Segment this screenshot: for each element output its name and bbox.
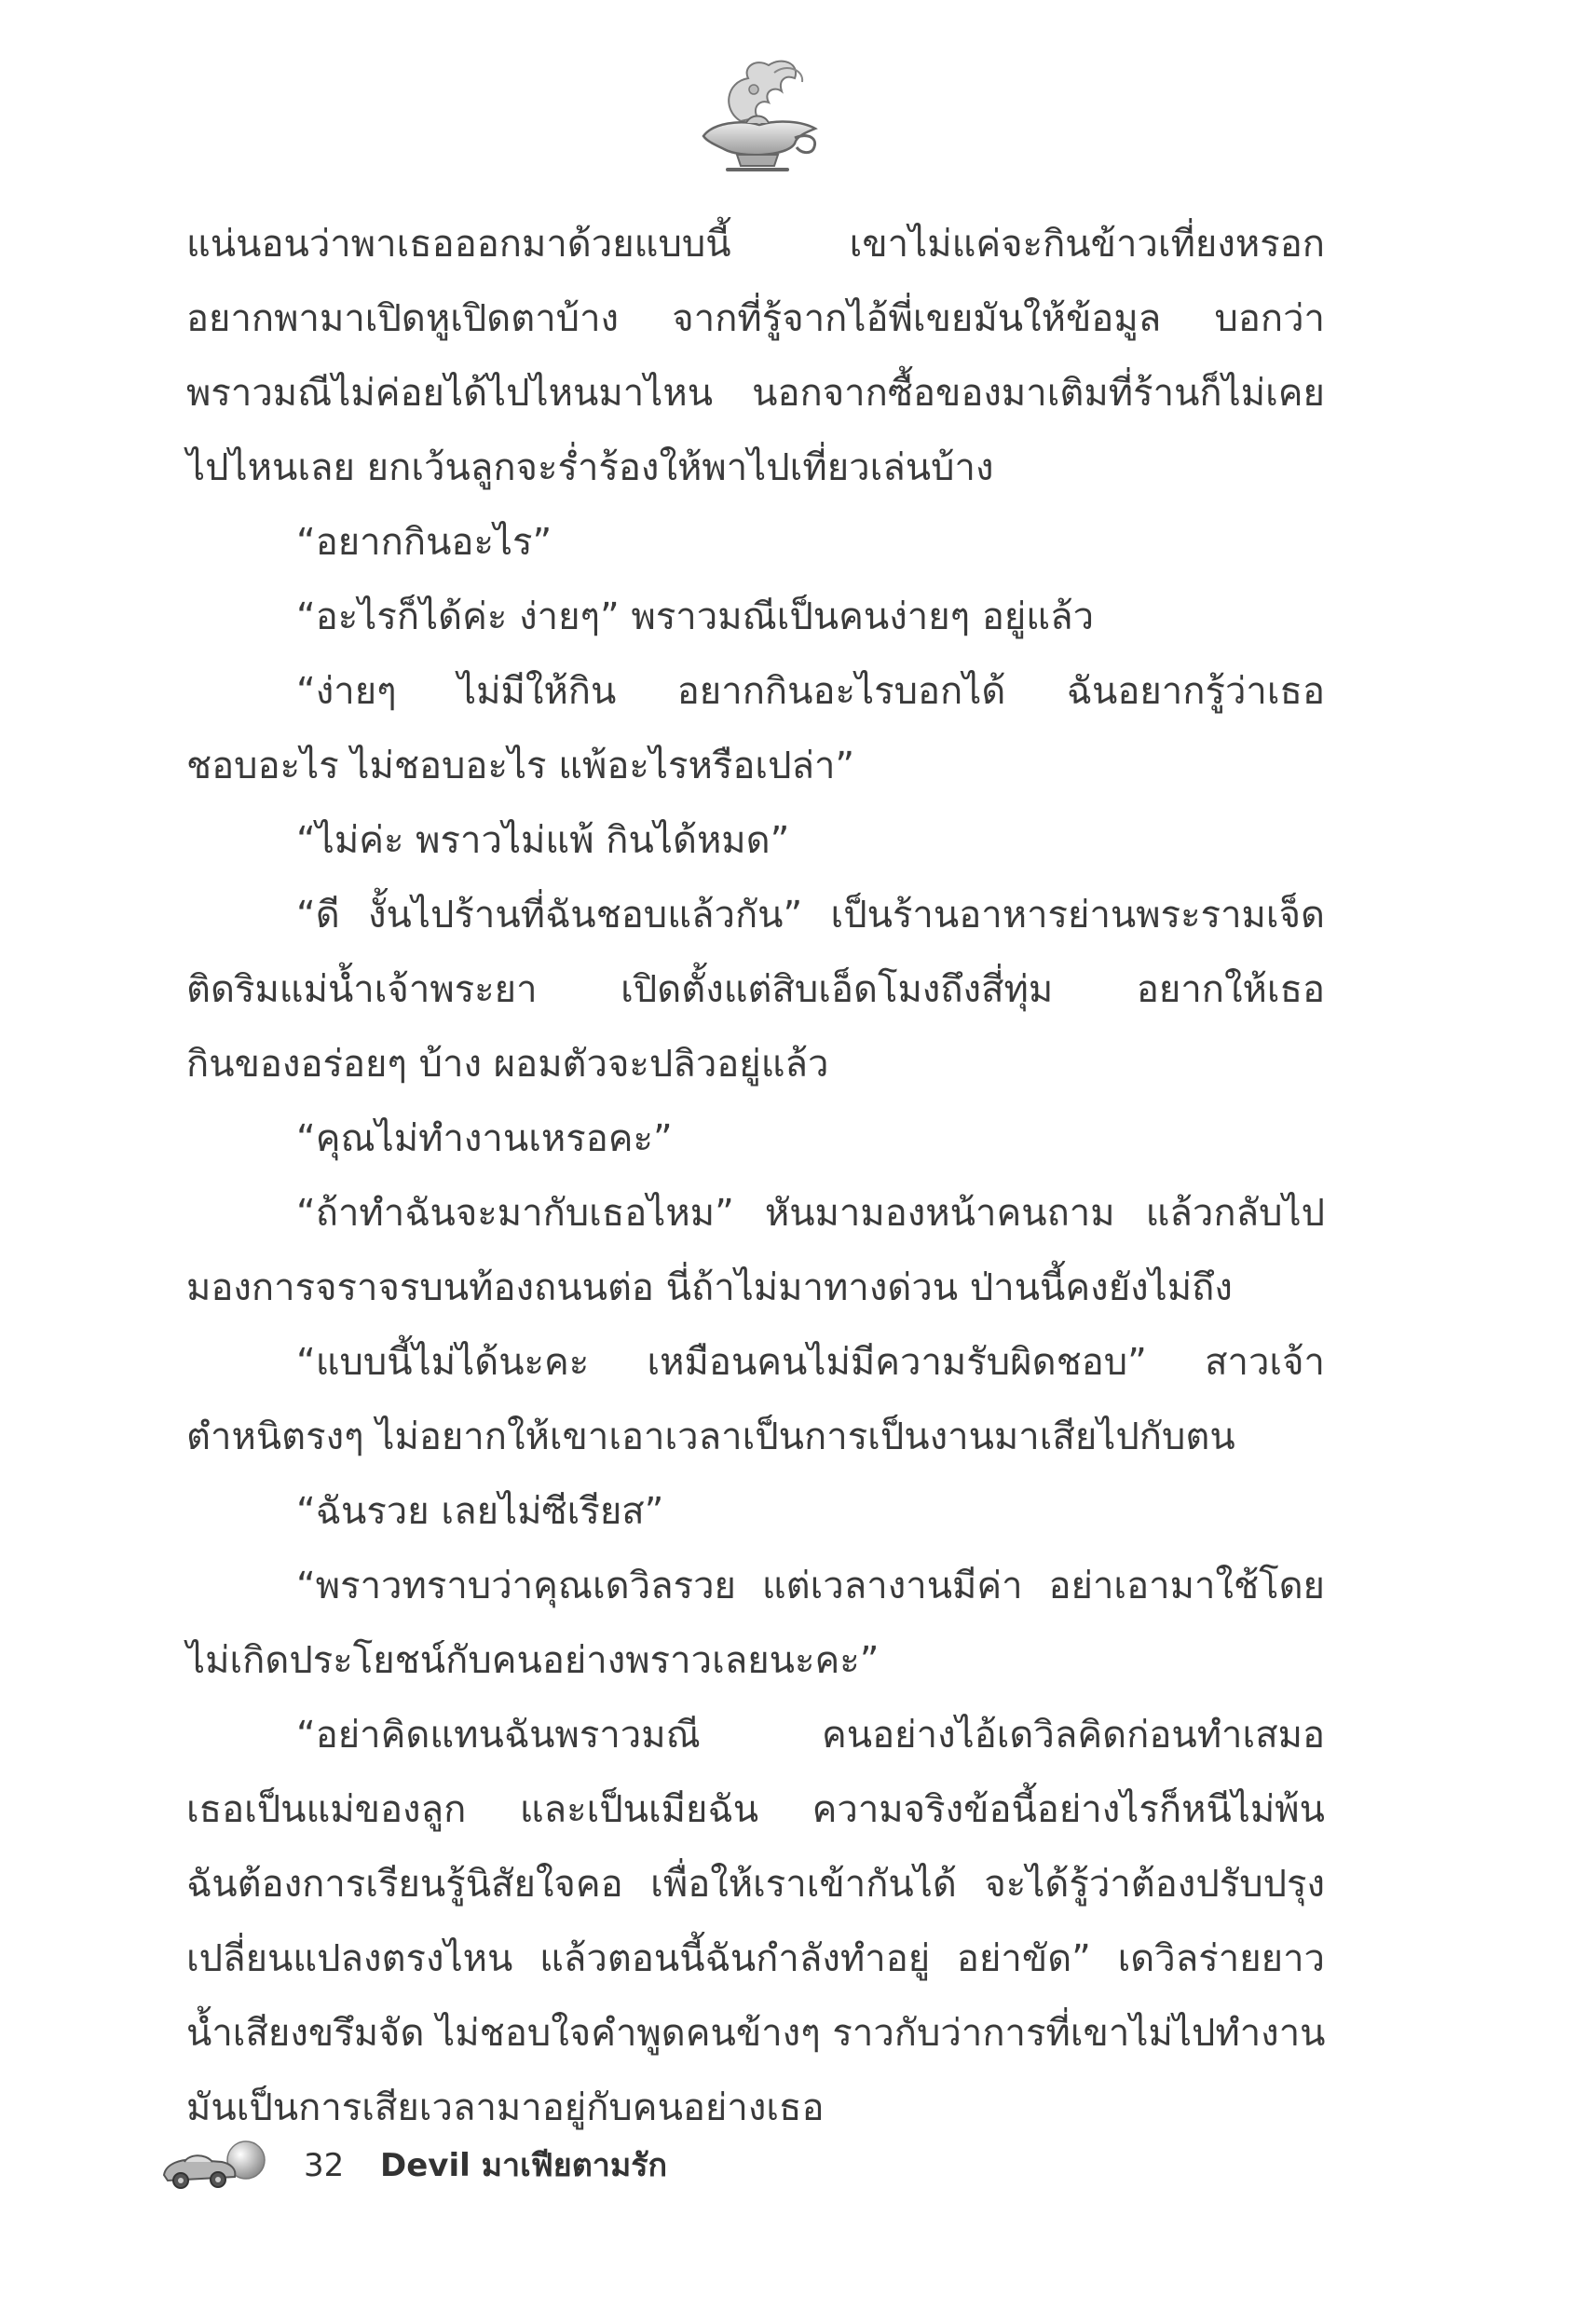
dialogue-line: “ไม่ค่ะ พราวไม่แพ้ กินได้หมด” xyxy=(296,819,790,862)
dialogue-line: “คุณไม่ทำงานเหรอคะ” xyxy=(296,1117,673,1160)
text-line: เธอเป็นแม่ของลูก และเป็นเมียฉัน ความจริงข้อนี้อย่างไรก็หนีไม่พ้น xyxy=(186,1788,1325,1831)
text-line: อยากพามาเปิดหูเปิดตาบ้าง จากที่รู้จากไอ้พี่เขยมันให้ข้อมูล บอกว่า xyxy=(186,297,1325,340)
dialogue-line: “อย่าคิดแทนฉันพราวมณี คนอย่างไอ้เดวิลคิดก่อนทำเสมอ xyxy=(296,1714,1325,1757)
dialogue-line: “แบบนี้ไม่ได้นะคะ เหมือนคนไม่มีความรับผิดชอบ” สาวเจ้า xyxy=(296,1341,1325,1384)
text-line: ติดริมแม่น้ำเจ้าพระยา เปิดตั้งแต่สิบเอ็ดโมงถึงสี่ทุ่ม อยากให้เธอ xyxy=(186,968,1325,1011)
body-text xyxy=(186,207,1325,2145)
genie-lamp-icon xyxy=(685,54,825,175)
text-line: มันเป็นการเสียเวลามาอยู่กับคนอย่างเธอ xyxy=(186,2086,825,2129)
text-line: เปลี่ยนแปลงตรงไหน แล้วตอนนี้ฉันกำลังทำอยู่ อย่าขัด” เดวิลร่ายยาว xyxy=(186,1937,1325,1980)
text-line: แน่นอนว่าพาเธอออกมาด้วยแบบนี้ เขาไม่แค่จะกินข้าวเที่ยงหรอก xyxy=(186,223,1325,266)
page-number: 32 xyxy=(304,2147,345,2184)
text-line: ไปไหนเลย ยกเว้นลูกจะร่ำร้องให้พาไปเที่ยวเล่นบ้าง xyxy=(186,446,994,489)
text-line: มองการจราจรบนท้องถนนต่อ นี่ถ้าไม่มาทางด่วน ป่านนี้คงยังไม่ถึง xyxy=(186,1266,1233,1309)
text-line: ตำหนิตรงๆ ไม่อยากให้เขาเอาเวลาเป็นการเป็นงานมาเสียไปกับตน xyxy=(186,1415,1235,1458)
text-line: ไม่เกิดประโยชน์กับคนอย่างพราวเลยนะคะ” xyxy=(186,1639,880,1682)
text-line: กินของอร่อยๆ บ้าง ผอมตัวจะปลิวอยู่แล้ว xyxy=(186,1043,829,1086)
dialogue-line: “ง่ายๆ ไม่มีให้กิน อยากกินอะไรบอกได้ ฉันอยากรู้ว่าเธอ xyxy=(296,670,1325,713)
dialogue-line: “อะไรก็ได้ค่ะ ง่ายๆ” พราวมณีเป็นคนง่ายๆ อยู่แล้ว xyxy=(296,595,1095,638)
dialogue-line: “พราวทราบว่าคุณเดวิลรวย แต่เวลางานมีค่า อย่าเอามาใช้โดย xyxy=(296,1565,1325,1607)
dialogue-line: “ดี งั้นไปร้านที่ฉันชอบแล้วกัน” เป็นร้านอาหารย่านพระรามเจ็ด xyxy=(296,894,1325,937)
text-line: พราวมณีไม่ค่อยได้ไปไหนมาไหน นอกจากซื้อของมาเติมที่ร้านก็ไม่เคย xyxy=(186,372,1325,415)
page-footer xyxy=(157,2138,809,2194)
dialogue-line: “อยากกินอะไร” xyxy=(296,521,552,564)
car-balloon-icon xyxy=(157,2138,278,2192)
text-line: น้ำเสียงขรึมจัด ไม่ชอบใจคำพูดคนข้างๆ ราวกับว่าการที่เขาไม่ไปทำงาน xyxy=(186,2012,1326,2055)
text-line: ชอบอะไร ไม่ชอบอะไร แพ้อะไรหรือเปล่า” xyxy=(186,745,855,787)
dialogue-line: “ถ้าทำฉันจะมากับเธอไหม” หันมามองหน้าคนถาม แล้วกลับไป xyxy=(296,1192,1325,1235)
book-title: Devil มาเฟียตามรัก xyxy=(380,2147,668,2184)
text-line: ฉันต้องการเรียนรู้นิสัยใจคอ เพื่อให้เราเข้ากันได้ จะได้รู้ว่าต้องปรับปรุง xyxy=(186,1863,1325,1906)
dialogue-line: “ฉันรวย เลยไม่ซีเรียส” xyxy=(296,1490,664,1533)
